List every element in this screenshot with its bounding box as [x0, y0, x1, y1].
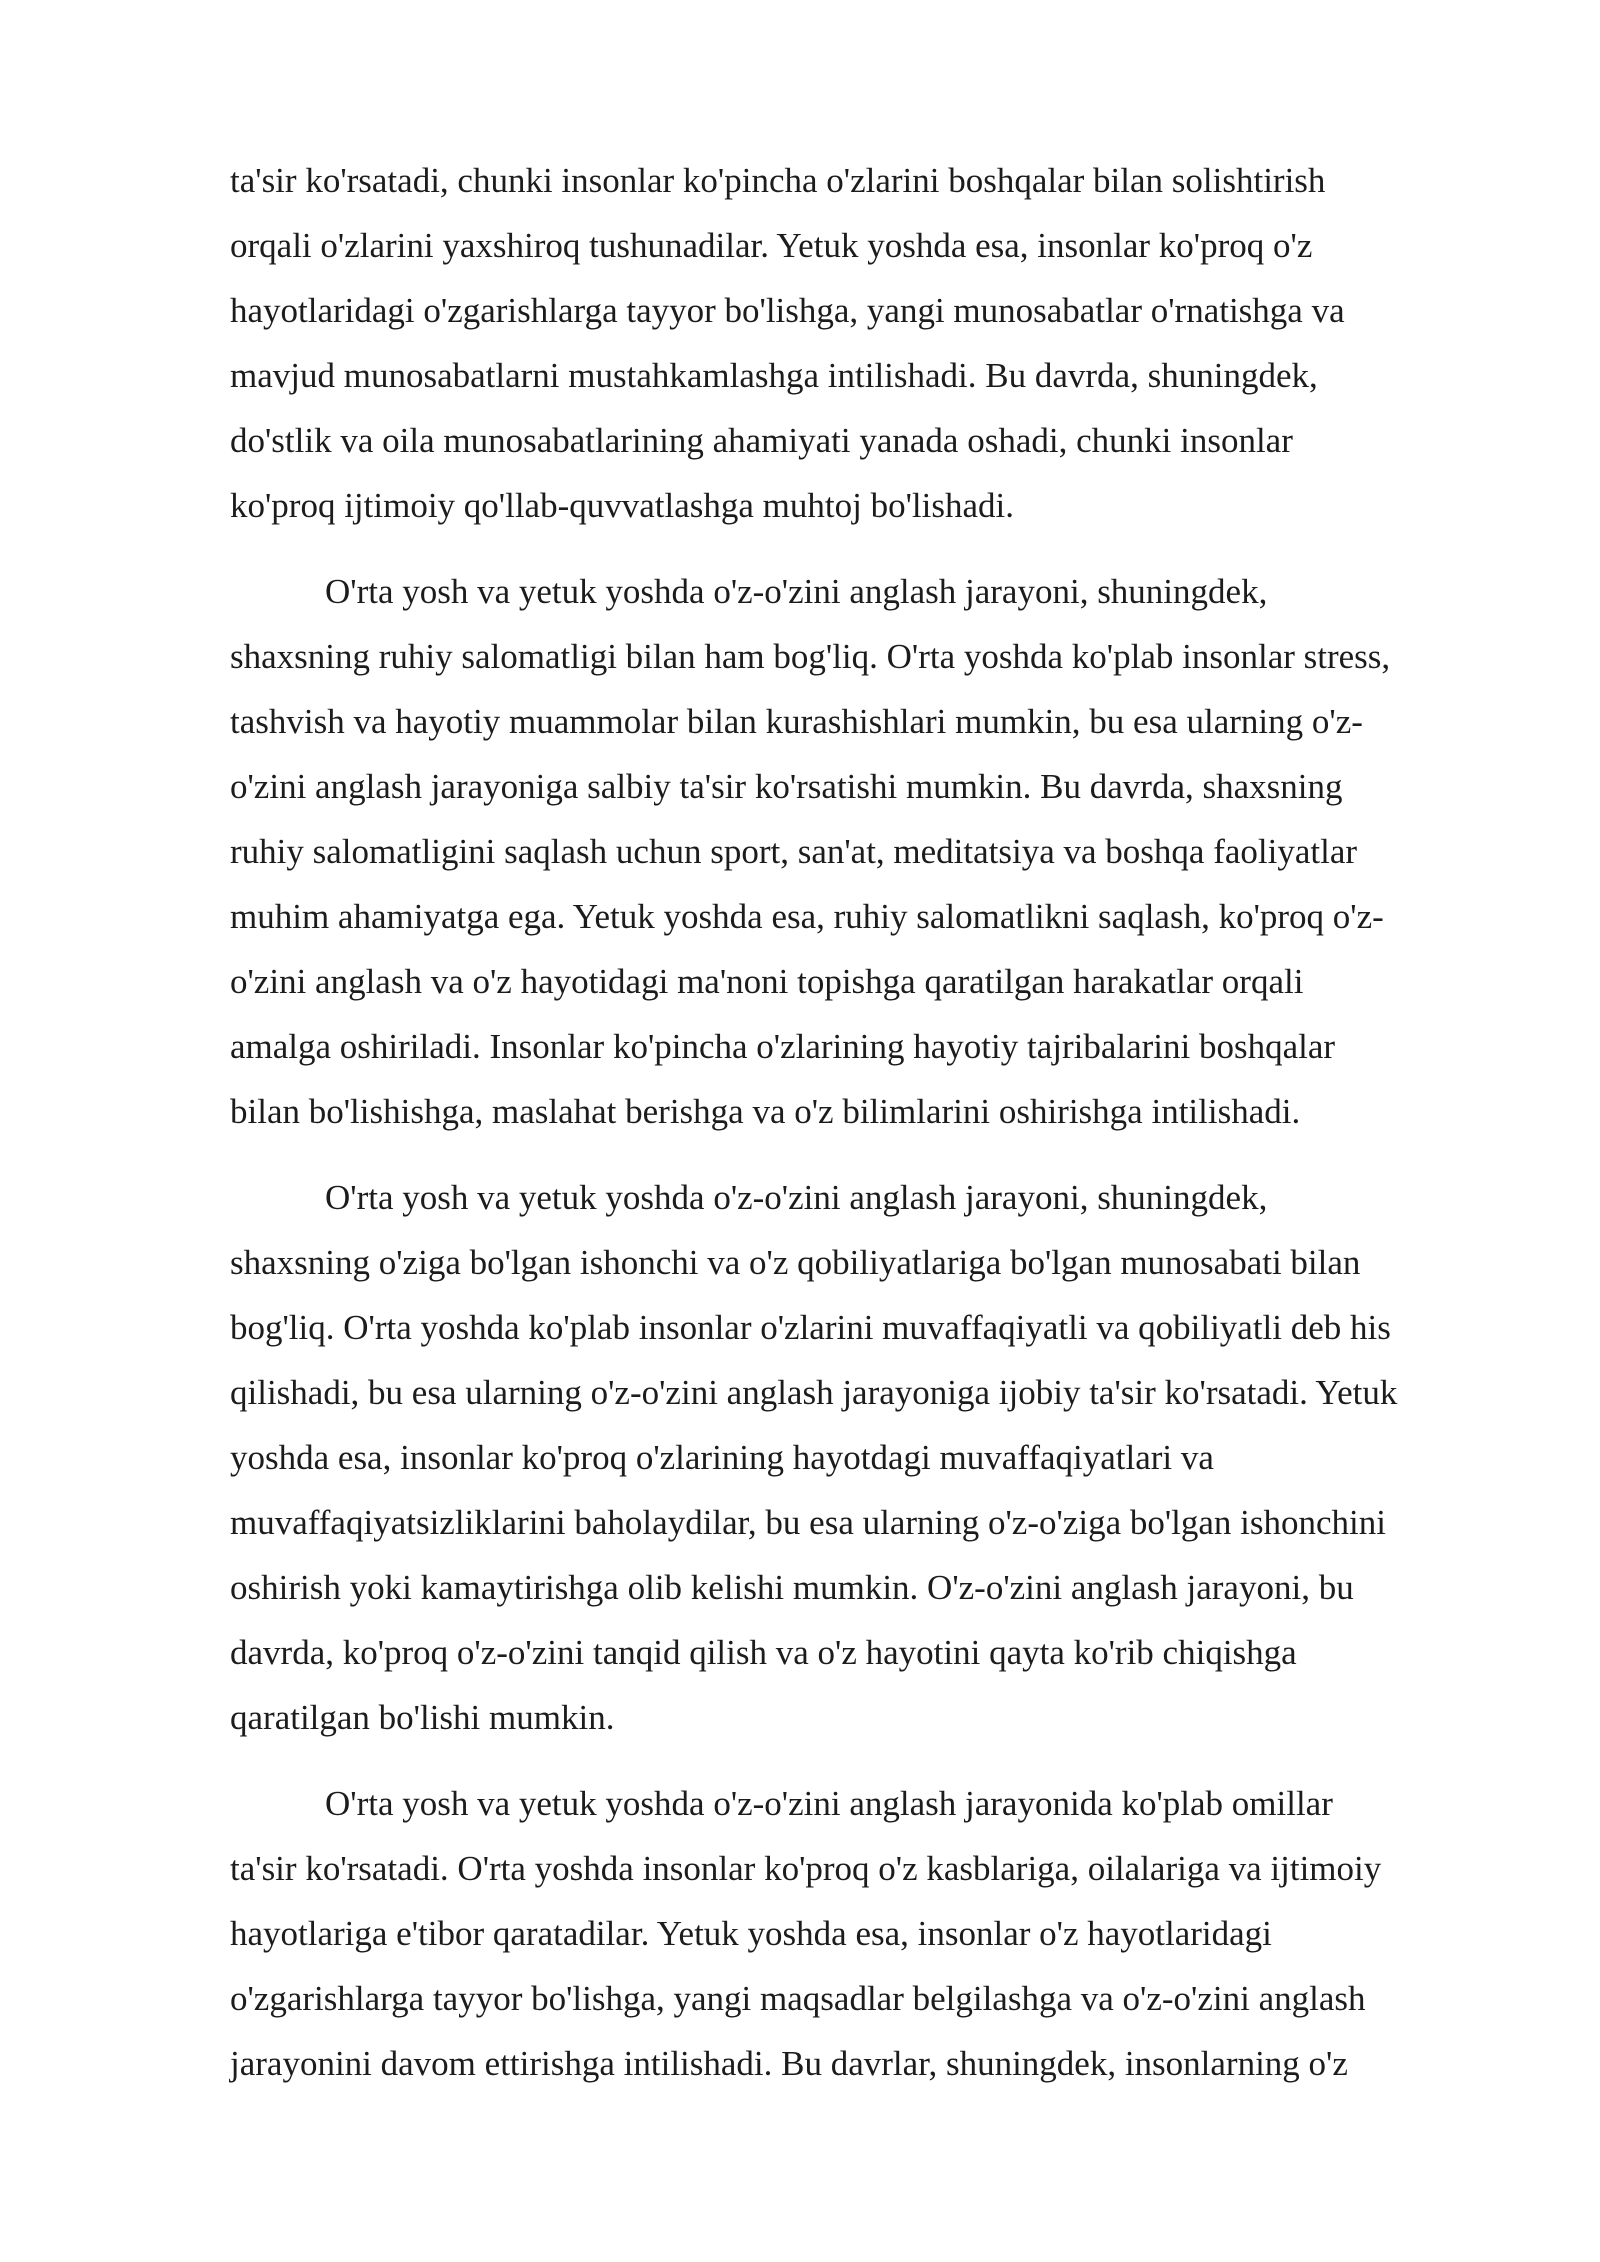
text-line: mavjud munosabatlarni mustahkamlashga intilishadi. Bu davrda, shuningdek, [230, 356, 1318, 395]
text-line: bilan bo'lishishga, maslahat berishga va o'z bilimlarini oshirishga intilishadi. [230, 1092, 1301, 1131]
text-line: O'rta yosh va yetuk yoshda o'z-o'zini anglash jarayoni, shuningdek, [325, 572, 1268, 611]
text-line: muhim ahamiyatga ega. Yetuk yoshda esa, ruhiy salomatlikni saqlash, ko'proq o'z- [230, 897, 1384, 936]
text-line: jarayonini davom ettirishga intilishadi. Bu davrlar, shuningdek, insonlarning o'z [230, 2044, 1348, 2083]
text-line: ta'sir ko'rsatadi, chunki insonlar ko'pincha o'zlarini boshqalar bilan solishtirish [230, 161, 1326, 200]
text-line: O'rta yosh va yetuk yoshda o'z-o'zini anglash jarayonida ko'plab omillar [325, 1784, 1333, 1823]
text-line: amalga oshiriladi. Insonlar ko'pincha o'zlarining hayotiy tajribalarini boshqalar [230, 1027, 1336, 1066]
text-line: o'zini anglash jarayoniga salbiy ta'sir ko'rsatishi mumkin. Bu davrda, shaxsning [230, 767, 1343, 806]
paragraph-1 [230, 148, 1492, 538]
paragraph-4 [230, 1771, 1492, 2096]
document-body [230, 148, 1492, 2096]
text-line: oshirish yoki kamaytirishga olib kelishi mumkin. O'z-o'zini anglash jarayoni, bu [230, 1568, 1354, 1607]
text-line: O'rta yosh va yetuk yoshda o'z-o'zini anglash jarayoni, shuningdek, [325, 1178, 1268, 1217]
text-line: hayotlaridagi o'zgarishlarga tayyor bo'lishga, yangi munosabatlar o'rnatishga va [230, 291, 1345, 330]
paragraph-3 [230, 1165, 1492, 1750]
text-line: ruhiy salomatligini saqlash uchun sport, san'at, meditatsiya va boshqa faoliyatlar [230, 832, 1358, 871]
text-line: do'stlik va oila munosabatlarining ahamiyati yanada oshadi, chunki insonlar [230, 421, 1293, 460]
text-line: ta'sir ko'rsatadi. O'rta yoshda insonlar ko'proq o'z kasblariga, oilalariga va ijtimoiy [230, 1849, 1382, 1888]
text-line: bog'liq. O'rta yoshda ko'plab insonlar o'zlarini muvaffaqiyatli va qobiliyatli deb his [230, 1308, 1391, 1347]
text-line: o'zgarishlarga tayyor bo'lishga, yangi maqsadlar belgilashga va o'z-o'zini anglash [230, 1979, 1366, 2018]
text-line: shaxsning o'ziga bo'lgan ishonchi va o'z qobiliyatlariga bo'lgan munosabati bilan [230, 1243, 1361, 1282]
text-line: qaratilgan bo'lishi mumkin. [230, 1698, 615, 1737]
text-line: ko'proq ijtimoiy qo'llab-quvvatlashga muhtoj bo'lishadi. [230, 486, 1014, 525]
paragraph-2 [230, 559, 1492, 1144]
text-line: qilishadi, bu esa ularning o'z-o'zini anglash jarayoniga ijobiy ta'sir ko'rsatadi. Yetuk [230, 1373, 1398, 1412]
text-line: davrda, ko'proq o'z-o'zini tanqid qilish va o'z hayotini qayta ko'rib chiqishga [230, 1633, 1297, 1672]
text-line: o'zini anglash va o'z hayotidagi ma'noni topishga qaratilgan harakatlar orqali [230, 962, 1304, 1001]
text-line: orqali o'zlarini yaxshiroq tushunadilar. Yetuk yoshda esa, insonlar ko'proq o'z [230, 226, 1313, 265]
text-line: muvaffaqiyatsizliklarini baholaydilar, bu esa ularning o'z-o'ziga bo'lgan ishonchini [230, 1503, 1386, 1542]
text-line: shaxsning ruhiy salomatligi bilan ham bog'liq. O'rta yoshda ko'plab insonlar stress, [230, 637, 1391, 676]
text-line: hayotlariga e'tibor qaratadilar. Yetuk yoshda esa, insonlar o'z hayotlaridagi [230, 1914, 1272, 1953]
text-line: tashvish va hayotiy muammolar bilan kurashishlari mumkin, bu esa ularning o'z- [230, 702, 1363, 741]
text-line: yoshda esa, insonlar ko'proq o'zlarining hayotdagi muvaffaqiyatlari va [230, 1438, 1214, 1477]
